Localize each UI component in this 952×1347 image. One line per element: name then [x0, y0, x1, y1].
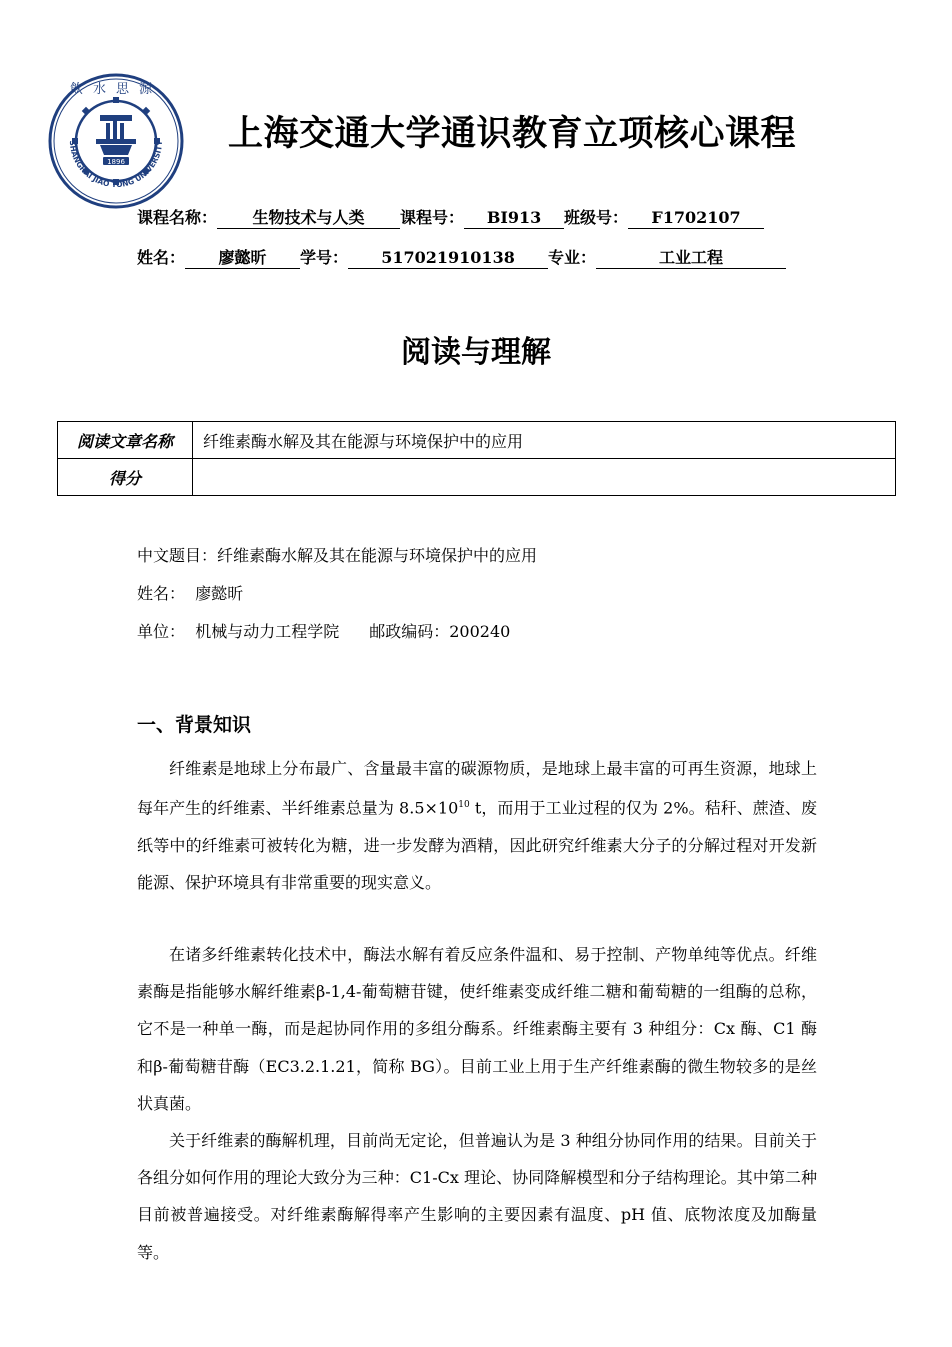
unit-value: 机械与动力工程学院	[195, 622, 340, 641]
score-value	[193, 459, 896, 496]
paragraph-1	[137, 750, 817, 901]
paragraph-1-text-a: 纤维素是地球上分布最广、含量最丰富的碳源物质，是地球上最丰富的可再生资源，地球上每年产生的纤维素、半纤维素总量为 8.5×10	[137, 759, 817, 818]
course-name-label: 课程名称：	[137, 208, 218, 227]
student-id-label: 学号：	[300, 248, 349, 267]
author-label: 姓名：	[137, 584, 186, 603]
course-no-label: 课程号：	[400, 208, 465, 227]
postcode-value: 200240	[449, 622, 511, 641]
paragraph-1-superscript: 10	[458, 800, 470, 811]
student-id-value: 517021910138	[348, 248, 548, 269]
university-title: 上海交通大学通识教育立项核心课程	[228, 114, 797, 154]
university-logo	[48, 73, 184, 209]
paragraph-3: 关于纤维素的酶解机理，目前尚无定论，但普遍认为是 3 种组分协同作用的结果。目前关于各组分如何作用的理论大致分为三种：C1-Cx 理论、协同降解模型和分子结构理论。其中第二种目前被普遍接受。对纤维素酶解得率产生影响的主要因素有温度、pH 值、底物浓度及加酶量等。	[137, 1131, 817, 1262]
table-row	[58, 459, 896, 496]
class-no-label: 班级号：	[564, 208, 629, 227]
table-row	[58, 422, 896, 459]
name-label: 姓名：	[137, 248, 186, 267]
logo-motto: 飲水思源	[69, 82, 163, 97]
paragraph-1-text-b: t，而用于工业过程的仅为 2%。秸秆、蔗渣、废纸等中的纤维素可被转化为糖，进一步发酵为酒精，因此研究纤维素大分子的分解过程对开发新能源、保护环境具有非常重要的现实意义。	[137, 798, 817, 892]
logo-year: 1896	[107, 158, 125, 166]
course-info-row	[137, 205, 764, 229]
paragraph-2: 在诸多纤维素转化技术中，酶法水解有着反应条件温和、易于控制、产物单纯等优点。纤维素酶是指能够水解纤维素β-1,4-葡萄糖苷键，使纤维素变成纤维二糖和葡萄糖的一组酶的总称，它不是一种单一酶，而是起协同作用的多组分酶系。纤维素酶主要有 3 种组分：Cx 酶、C1 酶和β-葡萄糖苷酶（EC3.2.1.21，简称 BG）。目前工业上用于生产纤维素酶的微生物较多的是丝状真菌。	[137, 945, 817, 1113]
article-name-value: 纤维素酶水解及其在能源与环境保护中的应用	[193, 422, 896, 459]
logo-ring-text: SHANGHAI JIAO TONG UNIVERSITY	[67, 140, 165, 190]
author-line	[137, 581, 243, 604]
article-name-label: 阅读文章名称	[58, 422, 193, 459]
chinese-title-line: 中文题目：纤维素酶水解及其在能源与环境保护中的应用	[137, 546, 538, 565]
postcode-label: 邮政编码：	[369, 622, 450, 641]
name-value: 廖懿昕	[185, 248, 300, 269]
unit-label: 单位：	[137, 622, 186, 641]
course-no-value: BI913	[464, 208, 564, 229]
course-name-value: 生物技术与人类	[217, 208, 400, 229]
section-heading: 一、背景知识	[137, 714, 252, 736]
score-label: 得分	[58, 459, 193, 496]
major-label: 专业：	[548, 248, 597, 267]
university-seal-icon	[48, 73, 184, 209]
class-no-value: F1702107	[628, 208, 764, 229]
student-info-row	[137, 245, 786, 269]
article-table	[57, 421, 896, 496]
unit-line	[137, 619, 510, 642]
author-name: 廖懿昕	[195, 584, 244, 603]
document-title: 阅读与理解	[401, 335, 551, 370]
major-value: 工业工程	[596, 248, 786, 269]
